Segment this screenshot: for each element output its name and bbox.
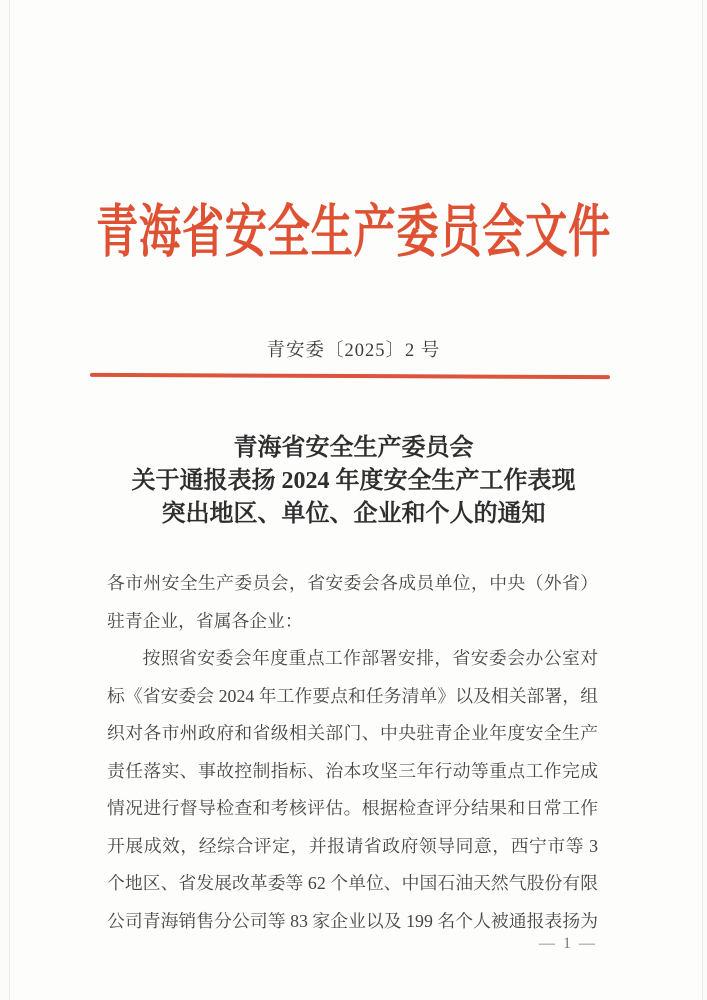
notice-title-line-3: 突出地区、单位、企业和个人的通知 <box>161 501 546 527</box>
body-line-paragraph-2: 标《省安委会 2024 年工作要点和任务清单》以及相关部署，组 <box>107 685 598 706</box>
red-header-title: 青海省安全生产委员会文件 <box>95 201 612 264</box>
body-line-paragraph-5: 情况进行督导检查和考核评估。根据检查评分结果和日常工作 <box>107 798 598 818</box>
body-line-paragraph-6: 开展成效，经综合评定，并报请省政府领导同意，西宁市等 3 <box>107 835 598 856</box>
document-number: 青安委〔2025〕2 号 <box>266 341 441 361</box>
body-line-paragraph-7: 个地区、省发展改革委等 62 个单位、中国石油天然气股份有限 <box>107 873 598 893</box>
body-line-salutation-1: 各市州安全生产委员会，省安委会各成员单位，中央（外省） <box>107 573 598 593</box>
body-line-paragraph-3: 织对各市州政府和省级相关部门、中央驻青企业年度安全生产 <box>107 723 598 743</box>
body-line-paragraph-4: 责任落实、事故控制指标、治本攻坚三年行动等重点工作完成 <box>107 760 598 781</box>
notice-title <box>0 432 707 531</box>
document-body <box>107 565 598 940</box>
notice-title-line-2: 关于通报表扬 2024 年度安全生产工作表现 <box>131 468 576 494</box>
page-number: — 1 — <box>539 935 597 952</box>
body-line-salutation-2: 驻青企业，省属各企业： <box>107 610 303 631</box>
notice-title-line-1: 青海省安全生产委员会 <box>233 435 474 461</box>
body-line-paragraph-1: 按照省安委会年度重点工作部署安排，省安委会办公室对 <box>142 648 598 668</box>
body-line-paragraph-8: 公司青海销售分公司等 83 家企业以及 199 名个人被通报表扬为 <box>107 910 598 931</box>
